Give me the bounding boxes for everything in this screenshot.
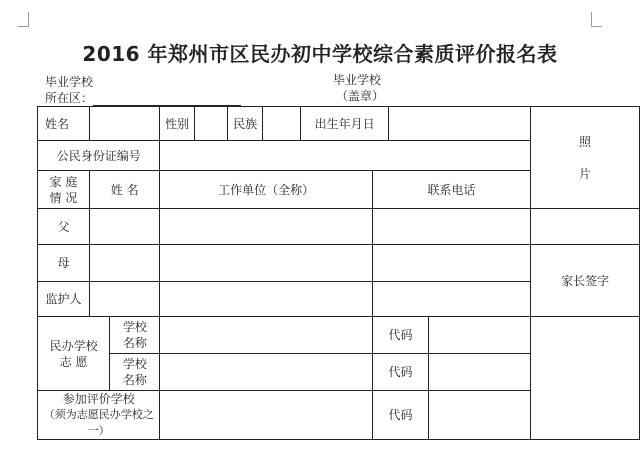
parent-signature-label: 家长签字	[531, 245, 640, 317]
code-2-field[interactable]	[429, 354, 531, 391]
code-3-field[interactable]	[429, 391, 531, 440]
district-line	[45, 90, 241, 106]
graduate-school-label: 毕业学校	[45, 75, 94, 89]
guardian-phone-field[interactable]	[372, 282, 531, 317]
birth-date-field[interactable]	[389, 107, 531, 141]
school-1-label-line-2: 名称	[122, 336, 147, 350]
photo-label-2: 片	[579, 166, 592, 181]
code-2-label: 代码	[372, 354, 429, 391]
signature-field[interactable]	[531, 317, 640, 440]
father-phone-field[interactable]	[372, 209, 531, 245]
gender-label: 性别	[160, 107, 194, 141]
guardian-name-field[interactable]	[89, 282, 160, 317]
mother-work-field[interactable]	[160, 245, 372, 282]
mother-label: 母	[38, 245, 90, 282]
code-1-field[interactable]	[429, 317, 531, 354]
member-name-header: 姓 名	[89, 171, 160, 209]
family-label	[38, 171, 90, 209]
header-left	[45, 74, 241, 106]
crop-mark-top-left	[18, 12, 29, 27]
graduate-school-right-label: 毕业学校	[333, 73, 382, 87]
name-field[interactable]	[89, 107, 160, 141]
eval-school-line-1: 参加评价学校	[62, 392, 135, 406]
school-choice-line-2: 志 愿	[59, 354, 88, 369]
id-number-label: 公民身份证编号	[38, 141, 160, 171]
header-right	[333, 72, 384, 104]
name-label: 姓名	[38, 107, 90, 141]
district-label: 所在区：	[45, 91, 94, 105]
ethnicity-field[interactable]	[262, 107, 300, 141]
school-1-label	[110, 317, 160, 354]
guardian-work-field[interactable]	[160, 282, 372, 317]
family-label-line-1: 家 庭	[49, 174, 78, 189]
birth-date-label: 出生年月日	[300, 107, 388, 141]
code-3-label: 代码	[372, 391, 429, 440]
eval-school-field[interactable]	[160, 391, 372, 440]
eval-school-note: （须为志愿民办学校之一）	[43, 408, 154, 437]
gender-field[interactable]	[194, 107, 228, 141]
school-choice-line-1: 民办学校	[49, 338, 98, 353]
crop-mark-top-right	[591, 12, 602, 27]
ethnicity-label: 民族	[228, 107, 262, 141]
phone-header: 联系电话	[372, 171, 531, 209]
school-2-name-field[interactable]	[160, 354, 372, 391]
school-2-label	[110, 354, 160, 391]
father-name-field[interactable]	[89, 209, 160, 245]
mother-phone-field[interactable]	[372, 245, 531, 282]
family-label-line-2: 情 况	[49, 190, 78, 205]
work-unit-header: 工作单位（全称）	[160, 171, 372, 209]
school-2-label-line-1: 学校	[122, 357, 147, 371]
eval-school-label	[38, 391, 160, 440]
photo-label-1: 照	[579, 134, 592, 149]
seal-label: （盖章）	[336, 89, 385, 103]
district-input-line[interactable]	[93, 93, 241, 106]
school-choice-label	[38, 317, 110, 391]
blank-cell	[531, 209, 640, 245]
registration-table	[37, 106, 640, 440]
mother-name-field[interactable]	[89, 245, 160, 282]
father-work-field[interactable]	[160, 209, 372, 245]
page-title: 2016 年郑州市区民办初中学校综合素质评价报名表	[82, 42, 558, 66]
school-1-name-field[interactable]	[160, 317, 372, 354]
school-2-label-line-2: 名称	[122, 373, 147, 387]
guardian-label: 监护人	[38, 282, 90, 317]
photo-box[interactable]	[531, 107, 640, 209]
father-label: 父	[38, 209, 90, 245]
code-1-label: 代码	[372, 317, 429, 354]
school-1-label-line-1: 学校	[122, 320, 147, 334]
id-number-field[interactable]	[160, 141, 531, 171]
